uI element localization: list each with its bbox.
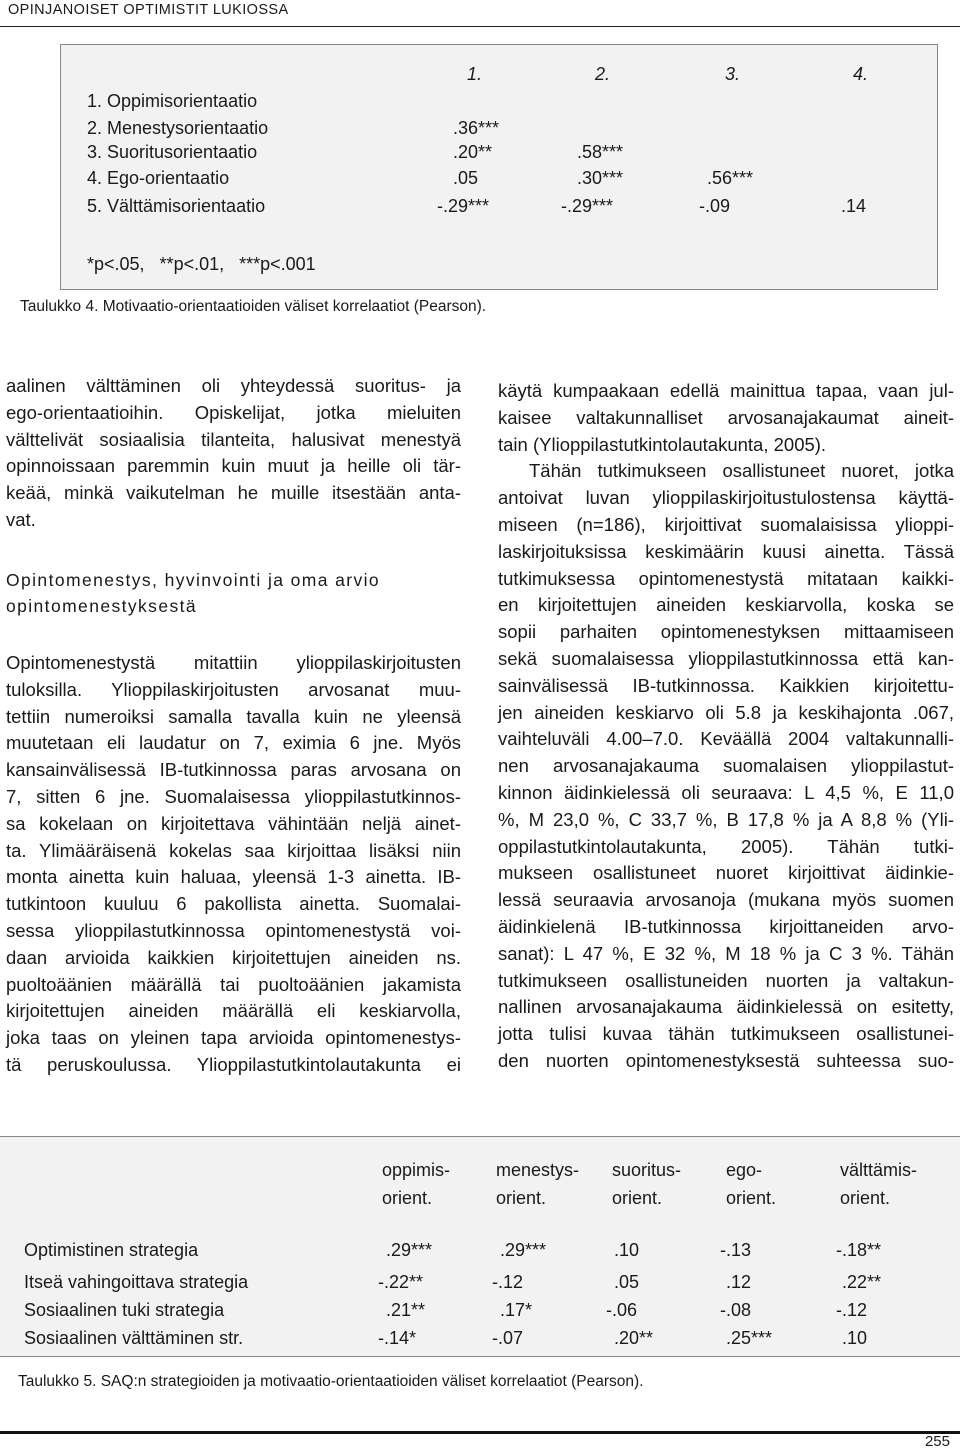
t4-col-header: 4. [853, 64, 869, 84]
t4-cell: .56*** [707, 168, 754, 188]
page-number: 255 [924, 1433, 950, 1450]
running-header: OPINJANOISET OPTIMISTIT LUKIOSSA [8, 2, 289, 18]
t5-cell: .10 [842, 1328, 868, 1348]
text-line: tettiin numeroiksi samalla tavalla kuin ne yleensä [6, 705, 461, 727]
text-line: sopii parhaiten opintomenestyksen mittaamiseen [498, 621, 954, 643]
t5-cell: .12 [726, 1272, 752, 1292]
t5-cell: -.22** [378, 1272, 424, 1292]
text-line: tutkintoon kuuluu 6 pakollista ainetta. Suomalai- [6, 893, 461, 915]
text-line: 7, sitten 6 jne. Suomalaisessa ylioppilastutkinnos- [6, 785, 461, 807]
text-line: tutkimuksessa opintomenestystä mitataan kaikki- [498, 567, 954, 589]
text-line: tutkimukseen osallistuneiden nuorten ja valtakun- [498, 969, 954, 991]
text-line: monta ainetta kuin haluaa, yleensä 1-3 ainetta. IB- [6, 866, 461, 888]
text-line: kansainvälisessä IB-tutkinnossa paras arvosana on [6, 759, 461, 781]
t5-cell: .20** [614, 1328, 654, 1348]
text-line: Tähän tutkimukseen osallistuneet nuoret, jotka [529, 460, 954, 482]
t5-cell: -.06 [606, 1300, 638, 1320]
t5-cell: .29*** [500, 1240, 547, 1260]
text-line: antoivat luvan ylioppilaskirjoitustulostensa käyttä- [498, 487, 954, 509]
t5-cell: .10 [614, 1240, 640, 1260]
t5-cell: .25*** [726, 1328, 773, 1348]
text-line: sa kokelaan on kirjoitettava vähintään neljä ainet- [6, 812, 461, 834]
t4-row-label: 4. Ego-orientaatio [87, 168, 230, 188]
t5-col-header: ego- [726, 1160, 763, 1180]
text-line: laskirjoituksissa keskimäärin kuusi ainetta. Tässä [498, 540, 954, 562]
text-line: välttelivät sosiaalisia tilanteita, halusivat menestyä [6, 428, 461, 450]
t5-col-header: välttämis- [840, 1160, 918, 1180]
t4-cell: .58*** [577, 142, 624, 162]
text-line: opinnoissaan paremmin kuin muut ja heille oli tär- [6, 455, 461, 477]
header-rule [0, 26, 960, 27]
text-line: mukseen osallistuneet nuoret kirjoittivat äidinkie- [498, 862, 954, 884]
text-line: Opintomenestystä mitattiin ylioppilaskirjoitusten [6, 652, 461, 673]
t5-col-header: orient. [612, 1188, 663, 1208]
t4-row-label: 3. Suoritusorientaatio [87, 142, 258, 162]
t5-col-header: orient. [382, 1188, 433, 1208]
text-line: sessa ylioppilastutkinnossa opintomenestystä voi- [6, 919, 461, 941]
section-heading [6, 567, 380, 619]
text-line: en kirjoitettujen aineiden keskiarvolla, koska se [498, 594, 954, 616]
text-line: tuloksilla. Ylioppilaskirjoitusten arvosanat muu- [6, 678, 461, 700]
text-line: ego-orientaatioihin. Opiskelijat, jotka mieluiten [6, 401, 461, 423]
t4-cell: .05 [453, 168, 479, 188]
t5-cell: -.12 [492, 1272, 524, 1292]
t5-cell: .29*** [386, 1240, 433, 1260]
t4-cell: -.09 [699, 196, 731, 216]
t5-cell: -.12 [836, 1300, 868, 1320]
t4-col-header: 3. [725, 64, 741, 84]
t5-cell: -.07 [492, 1328, 524, 1348]
text-line: lessä seuraavia arvosanoja (mukana myös suomen [498, 889, 954, 911]
t4-col-header: 1. [467, 64, 483, 84]
text-line: kinnon äidinkielessä oli seuraava: L 4,5 %, E 11,0 [498, 781, 954, 803]
t5-cell: -.14* [378, 1328, 417, 1348]
text-line: käytä kumpaakaan edellä mainittua tapaa, vaan jul- [498, 380, 954, 401]
table-5-caption: Taulukko 5. SAQ:n strategioiden ja motivaatio-orientaatioiden väliset korrelaatiot (Pearson). [18, 1373, 644, 1390]
text-line: joka taas on yleinen tapa arvioida opintomenestys- [6, 1027, 461, 1049]
t4-row-label: 2. Menestysorientaatio [87, 118, 269, 138]
text-line: vat. [6, 508, 36, 530]
left-column [6, 373, 461, 534]
t5-col-header: menestys- [496, 1160, 580, 1180]
text-line: miseen (n=186), kirjoittivat suomalaisissa ylioppi- [498, 513, 954, 535]
text-line: nallinen arvosanajakauma äidinkielessä on esitetty, [498, 996, 954, 1018]
text-line: muutetaan eli laudatur on 7, eximia 6 jne. Myös [6, 732, 461, 754]
text-line: daan arvioida kaikkien kirjoitettujen aineiden ns. [6, 946, 461, 968]
t4-cell: .20** [453, 142, 493, 162]
text-line: den nuorten opintomenestyksestä suhteessa suo- [498, 1049, 954, 1071]
t5-cell: .17* [500, 1300, 533, 1320]
table-4-caption: Taulukko 4. Motivaatio-orientaatioiden väliset korrelaatiot (Pearson). [20, 298, 487, 315]
table-5 [0, 1136, 960, 1357]
t4-footnote: *p<.05, **p<.01, ***p<.001 [87, 254, 316, 274]
t4-row-label: 5. Välttämisorientaatio [87, 196, 266, 216]
t5-cell: -.18** [836, 1240, 882, 1260]
t5-row-label: Sosiaalinen välttäminen str. [24, 1328, 244, 1348]
text-line: äidinkielenä IB-tutkinnossa kirjoittaneiden arvo- [498, 915, 954, 937]
t5-cell: -.08 [720, 1300, 752, 1320]
t4-cell: .14 [841, 196, 867, 216]
text-line: sanat): L 47 %, E 32 %, M 18 % ja C 3 %. Tähän [498, 942, 954, 964]
text-line: sainvälisessä IB-tutkinnossa. Kaikkien kirjoitettu- [498, 674, 954, 696]
t5-col-header: orient. [496, 1188, 547, 1208]
section-heading-line: Opintomenestys, hyvinvointi ja oma arvio [6, 570, 381, 590]
text-line: aalinen välttäminen oli yhteydessä suoritus- ja [6, 375, 461, 396]
t4-cell: .36*** [453, 118, 500, 138]
t4-cell: -.29*** [437, 196, 490, 216]
text-line: vaihteluväli 4.00–7.0. Keväällä 2004 valtakunnalli- [498, 728, 954, 750]
text-line: ta. Ylimääräisenä kokelas saa kirjoittaa lisäksi niin [6, 839, 461, 861]
right-column [498, 378, 954, 1075]
text-line: %, M 23,0 %, C 33,7 %, B 17,8 % ja A 8,8 % (Yli- [498, 808, 954, 830]
t5-cell: .05 [614, 1272, 640, 1292]
text-line: oppilastutkintolautakunta, 2005). Tähän tutki- [498, 835, 954, 857]
left-column-para2 [6, 650, 461, 1079]
t4-cell: -.29*** [561, 196, 614, 216]
t4-cell: .30*** [577, 168, 624, 188]
text-line: tä peruskoulussa. Ylioppilastutkintolautakunta ei [6, 1053, 461, 1075]
t5-cell: .21** [386, 1300, 426, 1320]
section-heading-line: opintomenestyksestä [6, 596, 197, 616]
text-line: tain (Ylioppilastutkintolautakunta, 2005). [498, 433, 827, 455]
text-line: kirjoitettujen aineiden määrällä eli keskiarvolla, [6, 1000, 461, 1022]
t4-row-label: 1. Oppimisorientaatio [87, 91, 258, 111]
text-line: kaisee valtakunnalliset arvosanajakaumat aineit- [498, 406, 954, 428]
t5-col-header: suoritus- [612, 1160, 682, 1180]
t5-col-header: orient. [840, 1188, 891, 1208]
text-line: keää, minkä vaikutelman he muille itsestään anta- [6, 482, 461, 504]
text-line: jotta tulisi kuvaa tähän tutkimukseen osallistunei- [498, 1023, 954, 1045]
t5-row-label: Optimistinen strategia [24, 1240, 199, 1260]
t5-col-header: oppimis- [382, 1160, 451, 1180]
t5-cell: .22** [842, 1272, 882, 1292]
text-line: puoltoäänien määrällä tai puoltoäänien jakamista [6, 973, 461, 995]
text-line: nen arvosanajakauma suomalaisen ylioppilastut- [498, 755, 954, 777]
t5-row-label: Sosiaalinen tuki strategia [24, 1300, 225, 1320]
text-line: jen aineiden keskiarvo oli 5.8 ja keskihajonta .067, [498, 701, 954, 723]
footer-rule [0, 1431, 960, 1434]
t5-cell: -.13 [720, 1240, 752, 1260]
t4-col-header: 2. [595, 64, 611, 84]
text-line: sekä suomalaisessa ylioppilastutkinnossa että kan- [498, 647, 954, 669]
t5-row-label: Itseä vahingoittava strategia [24, 1272, 249, 1292]
t5-col-header: orient. [726, 1188, 777, 1208]
table-4 [60, 44, 938, 290]
